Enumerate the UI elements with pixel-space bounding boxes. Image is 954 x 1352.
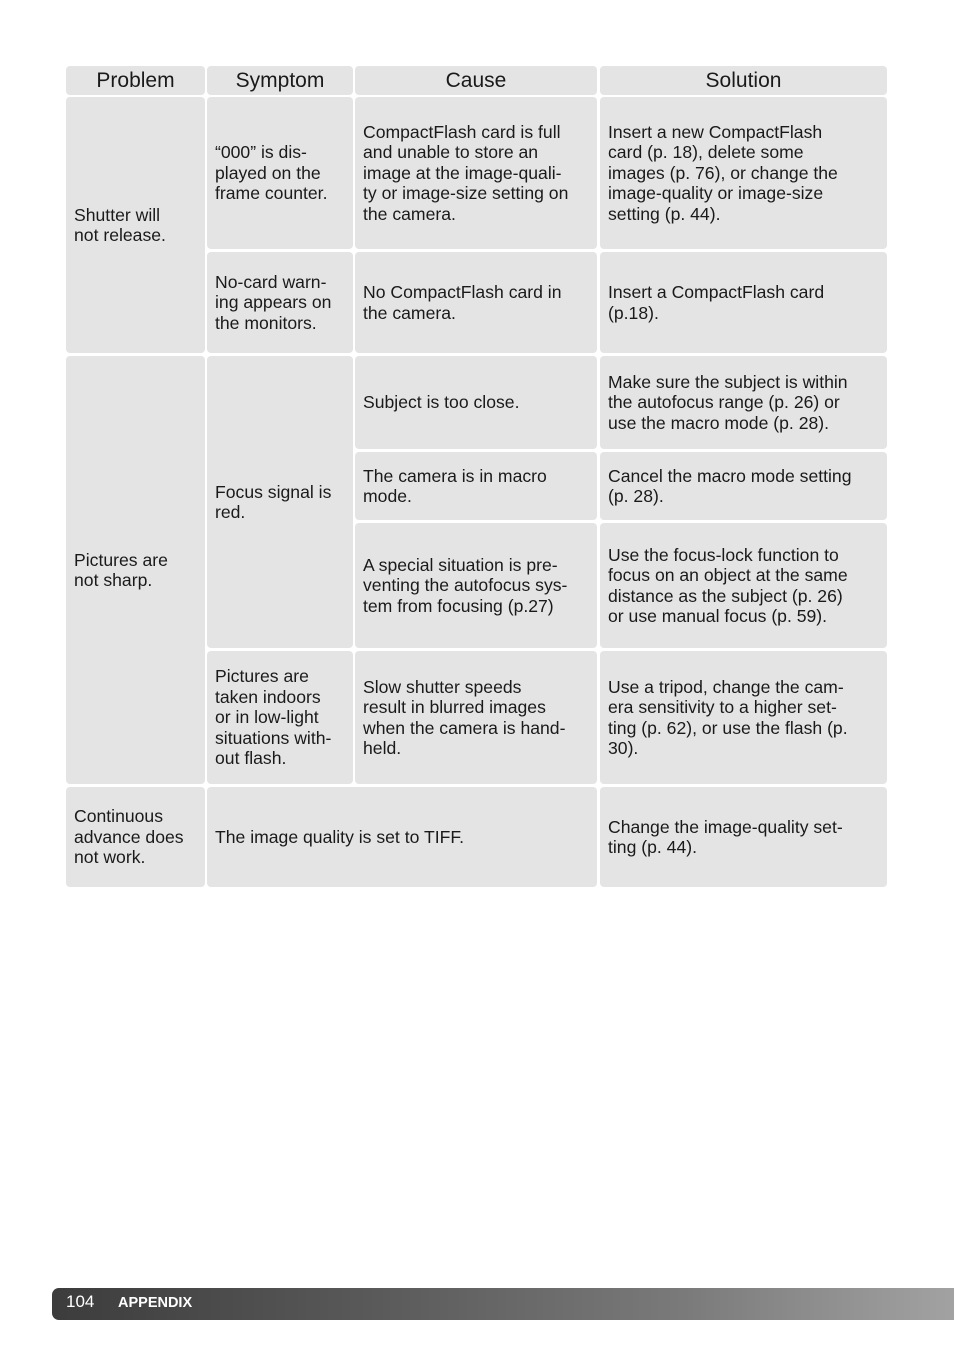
header-problem: Problem (66, 66, 205, 95)
problem-continuous-advance: Continuous advance does not work. (66, 787, 205, 887)
solution-macro-mode: Cancel the macro mode setting (p. 28). (600, 452, 887, 520)
cause-slow-shutter: Slow shutter speeds result in blurred images when the camera is hand- held. (355, 651, 597, 784)
header-solution: Solution (600, 66, 887, 95)
solution-slow-shutter: Use a tripod, change the cam- era sensitivity to a higher set- ting (p. 62), or use the flash (p. 30). (600, 651, 887, 784)
symptom-no-card: No-card warn- ing appears on the monitors. (207, 252, 353, 353)
cause-macro-mode: The camera is in macro mode. (355, 452, 597, 520)
problem-shutter: Shutter will not release. (66, 97, 205, 353)
problem-not-sharp: Pictures are not sharp. (66, 356, 205, 784)
solution-tiff: Change the image-quality set- ting (p. 44). (600, 787, 887, 887)
cause-no-card: No CompactFlash card in the camera. (355, 252, 597, 353)
solution-no-card: Insert a CompactFlash card (p.18). (600, 252, 887, 353)
solution-special-situation: Use the focus-lock function to focus on an object at the same distance as the subject (p. 26) or use manual focus (p. 59). (600, 523, 887, 648)
symptom-frame-counter: “000” is dis- played on the frame counter. (207, 97, 353, 249)
cause-card-full: CompactFlash card is full and unable to store an image at the image-quali- ty or image-size setting on the camera. (355, 97, 597, 249)
page-number: 104 (66, 1292, 95, 1311)
cause-special-situation: A special situation is pre- venting the autofocus sys- tem from focusing (p.27) (355, 523, 597, 648)
symptom-focus-red: Focus signal is red. (207, 356, 353, 648)
solution-card-full: Insert a new CompactFlash card (p. 18), delete some images (p. 76), or change the image-quality or image-size setting (p. 44). (600, 97, 887, 249)
header-symptom: Symptom (207, 66, 353, 95)
header-cause: Cause (355, 66, 597, 95)
symptom-low-light: Pictures are taken indoors or in low-light situations with- out flash. (207, 651, 353, 784)
section-label: APPENDIX (118, 1295, 193, 1311)
symptom-cause-tiff: The image quality is set to TIFF. (207, 787, 597, 887)
cause-too-close: Subject is too close. (355, 356, 597, 449)
solution-too-close: Make sure the subject is within the autofocus range (p. 26) or use the macro mode (p. 28). (600, 356, 887, 449)
